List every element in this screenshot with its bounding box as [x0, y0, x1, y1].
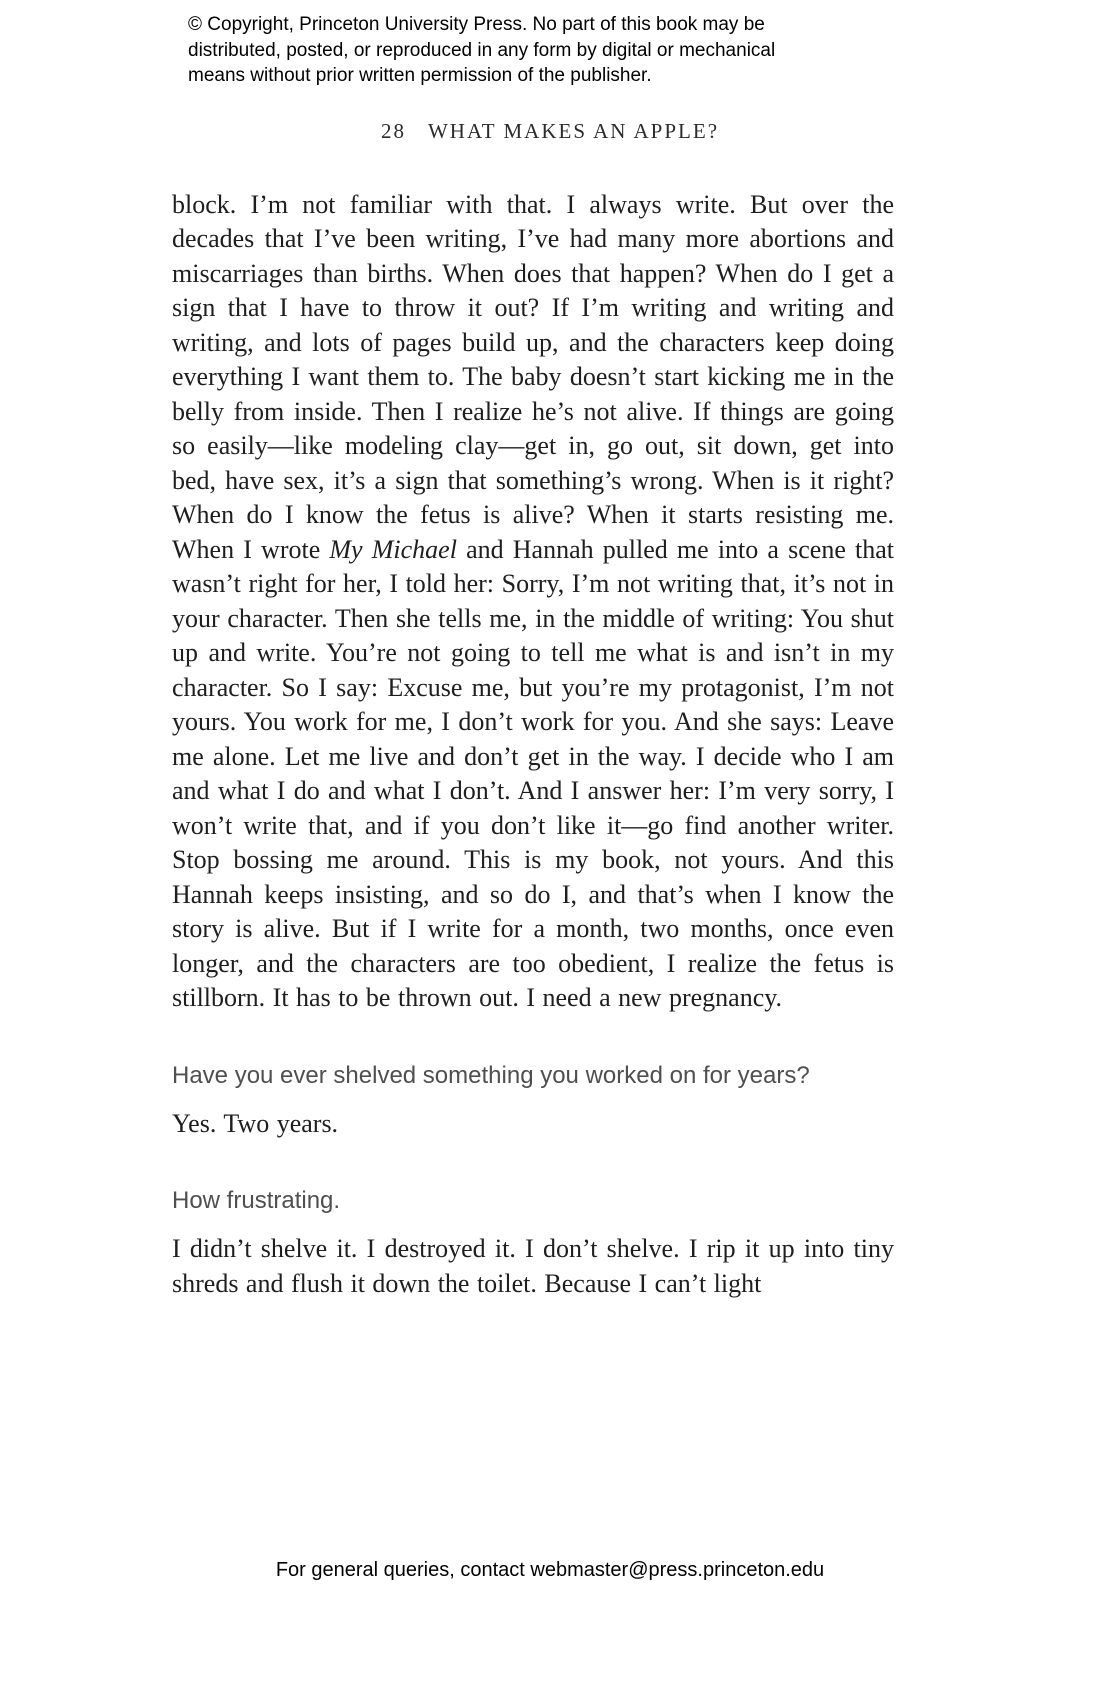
body-paragraph	[172, 188, 894, 1016]
running-head	[0, 119, 1100, 144]
interview-answer-2: I didn’t shelve it. I destroyed it. I don’t shelve. I rip it up into tiny shreds and flush it down the toilet. Because I can’t light	[172, 1234, 894, 1298]
interview-question-1: Have you ever shelved something you worked on for years?	[172, 1061, 810, 1089]
copyright-line-1: © Copyright, Princeton University Press. No part of this book may be	[188, 14, 765, 35]
interview-answer-1: Yes. Two years.	[172, 1108, 339, 1138]
chapter-title: WHAT MAKES AN APPLE?	[427, 118, 720, 143]
body-text-before-title: block. I’m not familiar with that. I always write. But over the decades that I’ve been writing, I’ve had many more abortions and miscarriages than births. When does that happen? When do I get a sign that I have to throw it out? If I’m writing and writing and writing, and lots of pages build up, and the characters keep doing everything I want them to. The baby doesn’t start kicking me in the belly from inside. Then I realize he’s not alive. If things are going so easily—like modeling clay—get in, go out, sit down, get into bed, have sex, it’s a sign that something’s wrong. When is it right? When do I know the fetus is alive? When it starts resisting me. When I wrote	[172, 189, 894, 564]
copyright-line-3: means without prior written permission of the publisher.	[188, 65, 652, 86]
page-number: 28	[380, 118, 406, 143]
footer-contact: For general queries, contact webmaster@press.princeton.edu	[275, 1559, 825, 1581]
interview-question-2: How frustrating.	[172, 1187, 341, 1214]
copyright-notice	[188, 12, 1100, 89]
copyright-line-2: distributed, posted, or reproduced in any form by digital or mechanical	[188, 39, 776, 61]
body-text-after-title: and Hannah pulled me into a scene that wasn’t right for her, I told her: Sorry, I’m not writing that, it’s not in your character. Then she tells me, in the middle of writing: You shut up and write. You’re not going to tell me what is and isn’t in my character. So I say: Excuse me, but you’re my protagonist, I’m not yours. You work for me, I don’t work for you. And she says: Leave me alone. Let me live and don’t get in the way. I decide who I am and what I do and what I don’t. And I answer her: I’m very sorry, I won’t write that, and if you don’t like it—go find another writer. Stop bossing me around. This is my book, not yours. And this Hannah keeps insisting, and so do I, and that’s when I know the story is alive. But if I write for a month, two months, once even longer, and the characters are too obedient, I realize the fetus is stillborn. It has to be thrown out. I need a new pregnancy.	[172, 534, 894, 1012]
book-title-italic: My Michael	[329, 534, 457, 564]
